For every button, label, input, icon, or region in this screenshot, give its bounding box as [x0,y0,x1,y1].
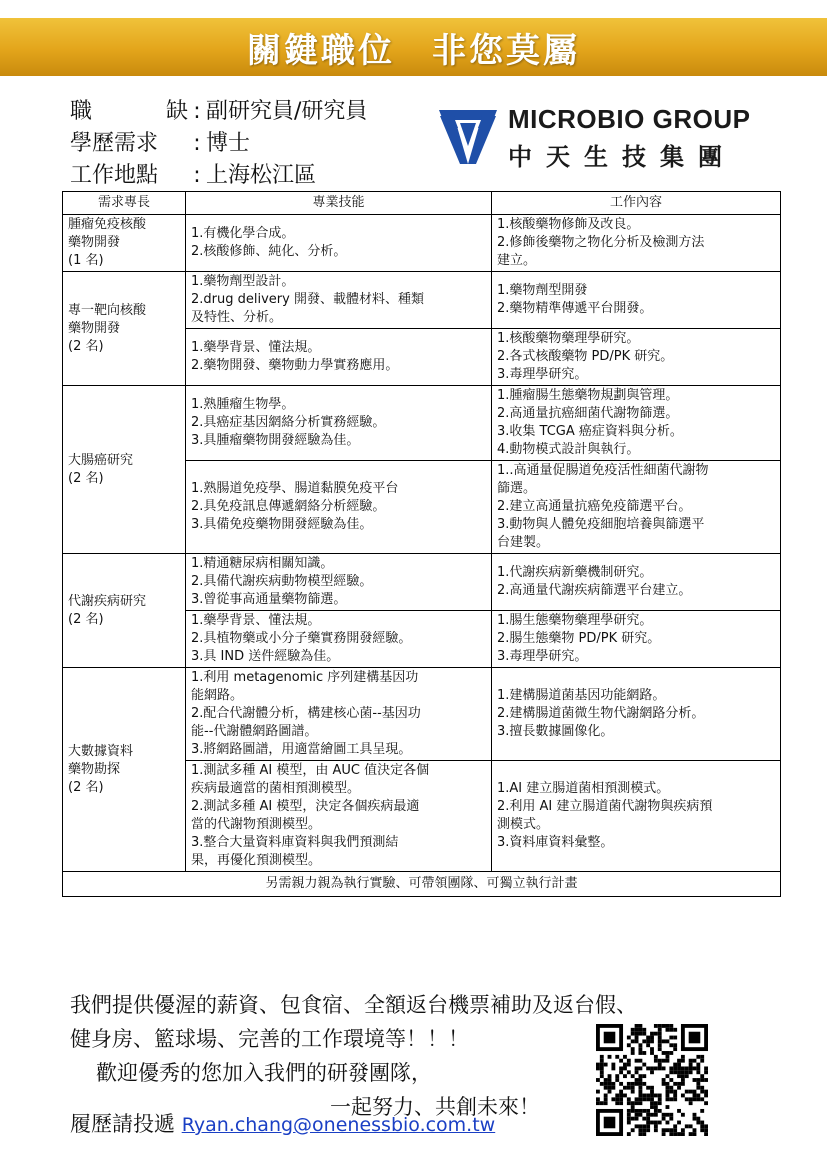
cell-line: 測模式。 [497,817,550,832]
cell-line: 3.具 IND 送件經驗為佳。 [191,649,340,664]
cell-line: 1.藥學背景、懂法規。 [191,613,321,628]
cell-line: (2 名) [68,470,104,486]
info-row-position: 職 缺 : 副研究員/研究員 [70,96,367,128]
cell-line: 疾病最適當的菌相預測模型。 [191,781,361,796]
cell-line: (1 名) [68,253,104,268]
cell-line: (2 名) [68,338,104,354]
cell-line: 及特性、分析。 [191,310,283,325]
cell-line: 藥物開發 [68,320,121,336]
work-cell [492,554,781,611]
cell-line: 2.測試多種 AI 模型，決定各個疾病最適 [191,799,420,814]
cell-line: 3.具備免疫藥物開發經驗為佳。 [191,517,373,532]
work-cell [492,461,781,554]
microbio-logo-icon [436,106,500,170]
info-value-education: 博士 [206,131,251,156]
cell-line: 篩選。 [497,481,537,496]
info-label-location: 工作地點 [70,163,159,188]
cell-line: 3.擅長數據圖像化。 [497,724,614,739]
cell-line: 代謝疾病研究 [68,593,147,609]
table-header-cell: 專業技能 [186,192,492,215]
work-cell [492,386,781,461]
cell-line: 3.資料庫資料彙整。 [497,835,614,850]
cell-line: 1.熟腸道免疫學、腸道黏膜免疫平台 [191,481,399,496]
cell-line: 3.具腫瘤藥物開發經驗為佳。 [191,433,360,448]
resume-label: 履歷請投遞 [70,1112,175,1136]
note-row [63,872,781,897]
skills-cell [186,554,492,611]
cell-line: (2 名) [68,611,104,627]
specialty-cell [63,386,186,554]
table-row [63,386,781,461]
cell-line: 專一靶向核酸 [68,302,147,318]
cell-line: 2.腸生態藥物 PD/PK 研究。 [497,631,661,646]
specialty-cell [63,668,186,872]
qr-code-icon[interactable] [596,1024,708,1136]
cell-line: 2.具植物藥或小分子藥實務開發經驗。 [191,631,412,646]
cell-line: 藥物開發 [68,235,121,250]
cell-line: 1.腸生態藥物藥理學研究。 [497,613,653,628]
specialty-cell [63,215,186,272]
cell-line: 2.高通量抗癌細菌代謝物篩選。 [497,406,679,421]
cell-line: 1.藥物劑型開發 [497,283,588,298]
company-logo [436,102,776,174]
cell-line: 2.高通量代謝疾病篩選平台建立。 [497,583,692,598]
job-info [70,96,367,192]
cell-line: 3.收集 TCGA 癌症資料與分析。 [497,424,683,439]
benefits-line-1: 我們提供優渥的薪資、包食宿、全額返台機票補助及返台假、 [70,993,637,1017]
info-row-location: 工作地點 : 上海松江區 [70,160,367,192]
cell-line: 1.核酸藥物修飾及改良。 [497,217,640,232]
skills-cell [186,386,492,461]
cell-line: 2.具免疫訊息傳遞網絡分析經驗。 [191,499,386,514]
info-row-education: 學歷需求 : 博士 [70,128,367,160]
cell-line: 1.藥學背景、懂法規。 [191,340,321,355]
cell-line: 果，再優化預測模型。 [191,853,322,868]
cell-line: 1.核酸藥物藥理學研究。 [497,331,640,346]
work-cell [492,611,781,668]
slogan-line: 一起努力、共創未來！ [330,1095,540,1119]
email-link[interactable]: Ryan.chang@onenessbio.com.tw [181,1114,496,1136]
page-title: 關鍵職位 非您莫屬 [247,30,580,71]
skills-cell [186,329,492,386]
cell-line: 大數據資料 [68,743,134,759]
benefits-text [70,988,637,1124]
specialty-cell [63,554,186,668]
work-cell [492,272,781,329]
cell-line: 2.各式核酸藥物 PD/PK 研究。 [497,349,674,364]
cell-line: 建立。 [497,253,537,268]
requirements-table [62,191,781,897]
cell-line: 2.藥物精準傳遞平台開發。 [497,301,653,316]
skills-cell [186,611,492,668]
cell-line: 2.利用 AI 建立腸道菌代謝物與疾病預 [497,799,713,814]
cell-line: 1.建構腸道菌基因功能網路。 [497,688,666,703]
cell-line: 1..高通量促腸道免疫活性細菌代謝物 [497,463,709,478]
skills-cell [186,272,492,329]
table-row [63,272,781,329]
cell-line: 1.測試多種 AI 模型，由 AUC 值決定各個 [191,763,430,778]
skills-cell [186,461,492,554]
cell-line: 3.毒理學研究。 [497,367,588,382]
info-value-location: 上海松江區 [206,163,317,188]
cell-line: (2 名) [68,779,104,795]
skills-cell [186,761,492,872]
cell-line: 1.有機化學合成。 [191,226,295,241]
cell-line: 2.具癌症基因網絡分析實務經驗。 [191,415,386,430]
cell-line: 1.利用 metagenomic 序列建構基因功 [191,670,419,685]
table-row [63,554,781,611]
note-cell: 另需親力親為執行實驗、可帶領團隊、可獨立執行計畫 [63,872,781,897]
cell-line: 2.建立高通量抗癌免疫篩選平台。 [497,499,692,514]
cell-line: 2.具備代謝疾病動物模型經驗。 [191,574,373,589]
cell-line: 腫瘤免疫核酸 [68,217,147,232]
cell-line: 3.整合大量資料庫資料與我們預測結 [191,835,399,850]
specialty-cell [63,272,186,386]
info-label-position: 職 缺 [70,99,188,124]
resume-contact [70,1108,495,1138]
cell-line: 4.動物模式設計與執行。 [497,442,640,457]
work-cell [492,329,781,386]
cell-line: 台建製。 [497,535,550,550]
cell-line: 能網路。 [191,688,244,703]
table-row [63,215,781,272]
cell-line: 2.核酸修飾、純化、分析。 [191,244,347,259]
skills-cell [186,668,492,761]
cell-line: 大腸癌研究 [68,452,134,468]
cell-line: 2.建構腸道菌微生物代謝網路分析。 [497,706,705,721]
cell-line: 2.修飾後藥物之物化分析及檢測方法 [497,235,705,250]
table-header-row [63,192,781,215]
cell-line: 2.藥物開發、藥物動力學實務應用。 [191,358,399,373]
cell-line: 1.AI 建立腸道菌相預測模式。 [497,781,670,796]
title-banner [0,18,827,76]
cell-line: 1.熟腫瘤生物學。 [191,397,295,412]
cell-line: 3.曾從事高通量藥物篩選。 [191,592,347,607]
logo-text-zh: 中天生技集團 [508,143,736,171]
welcome-line: 歡迎優秀的您加入我們的研發團隊， [96,1061,432,1085]
cell-line: 藥物勘探 [68,761,121,777]
work-cell [492,668,781,761]
cell-line: 2.drug delivery 開發、載體材料、種類 [191,292,424,307]
table-header-cell: 需求專長 [63,192,186,215]
cell-line: 2.配合代謝體分析，構建核心菌--基因功 [191,706,421,721]
cell-line: 3.將網路圖譜，用適當繪圖工具呈現。 [191,742,412,757]
work-cell [492,761,781,872]
cell-line: 能--代謝體網路圖譜。 [191,724,318,739]
cell-line: 1.腫瘤腸生態藥物規劃與管理。 [497,388,679,403]
skills-cell [186,215,492,272]
table-row [63,668,781,761]
cell-line: 3.毒理學研究。 [497,649,588,664]
cell-line: 1.藥物劑型設計。 [191,274,295,289]
benefits-line-2: 健身房、籃球場、完善的工作環境等！！！ [70,1027,469,1051]
cell-line: 1.代謝疾病新藥機制研究。 [497,565,653,580]
cell-line: 當的代謝物預測模型。 [191,817,322,832]
info-value-position: 副研究員/研究員 [206,99,368,124]
logo-text-en: MICROBIO GROUP [508,104,751,134]
cell-line: 3.動物與人體免疫細胞培養與篩選平 [497,517,705,532]
info-label-education: 學歷需求 [70,131,159,156]
work-cell [492,215,781,272]
table-header-cell: 工作內容 [492,192,781,215]
cell-line: 1.精通糖尿病相關知識。 [191,556,334,571]
